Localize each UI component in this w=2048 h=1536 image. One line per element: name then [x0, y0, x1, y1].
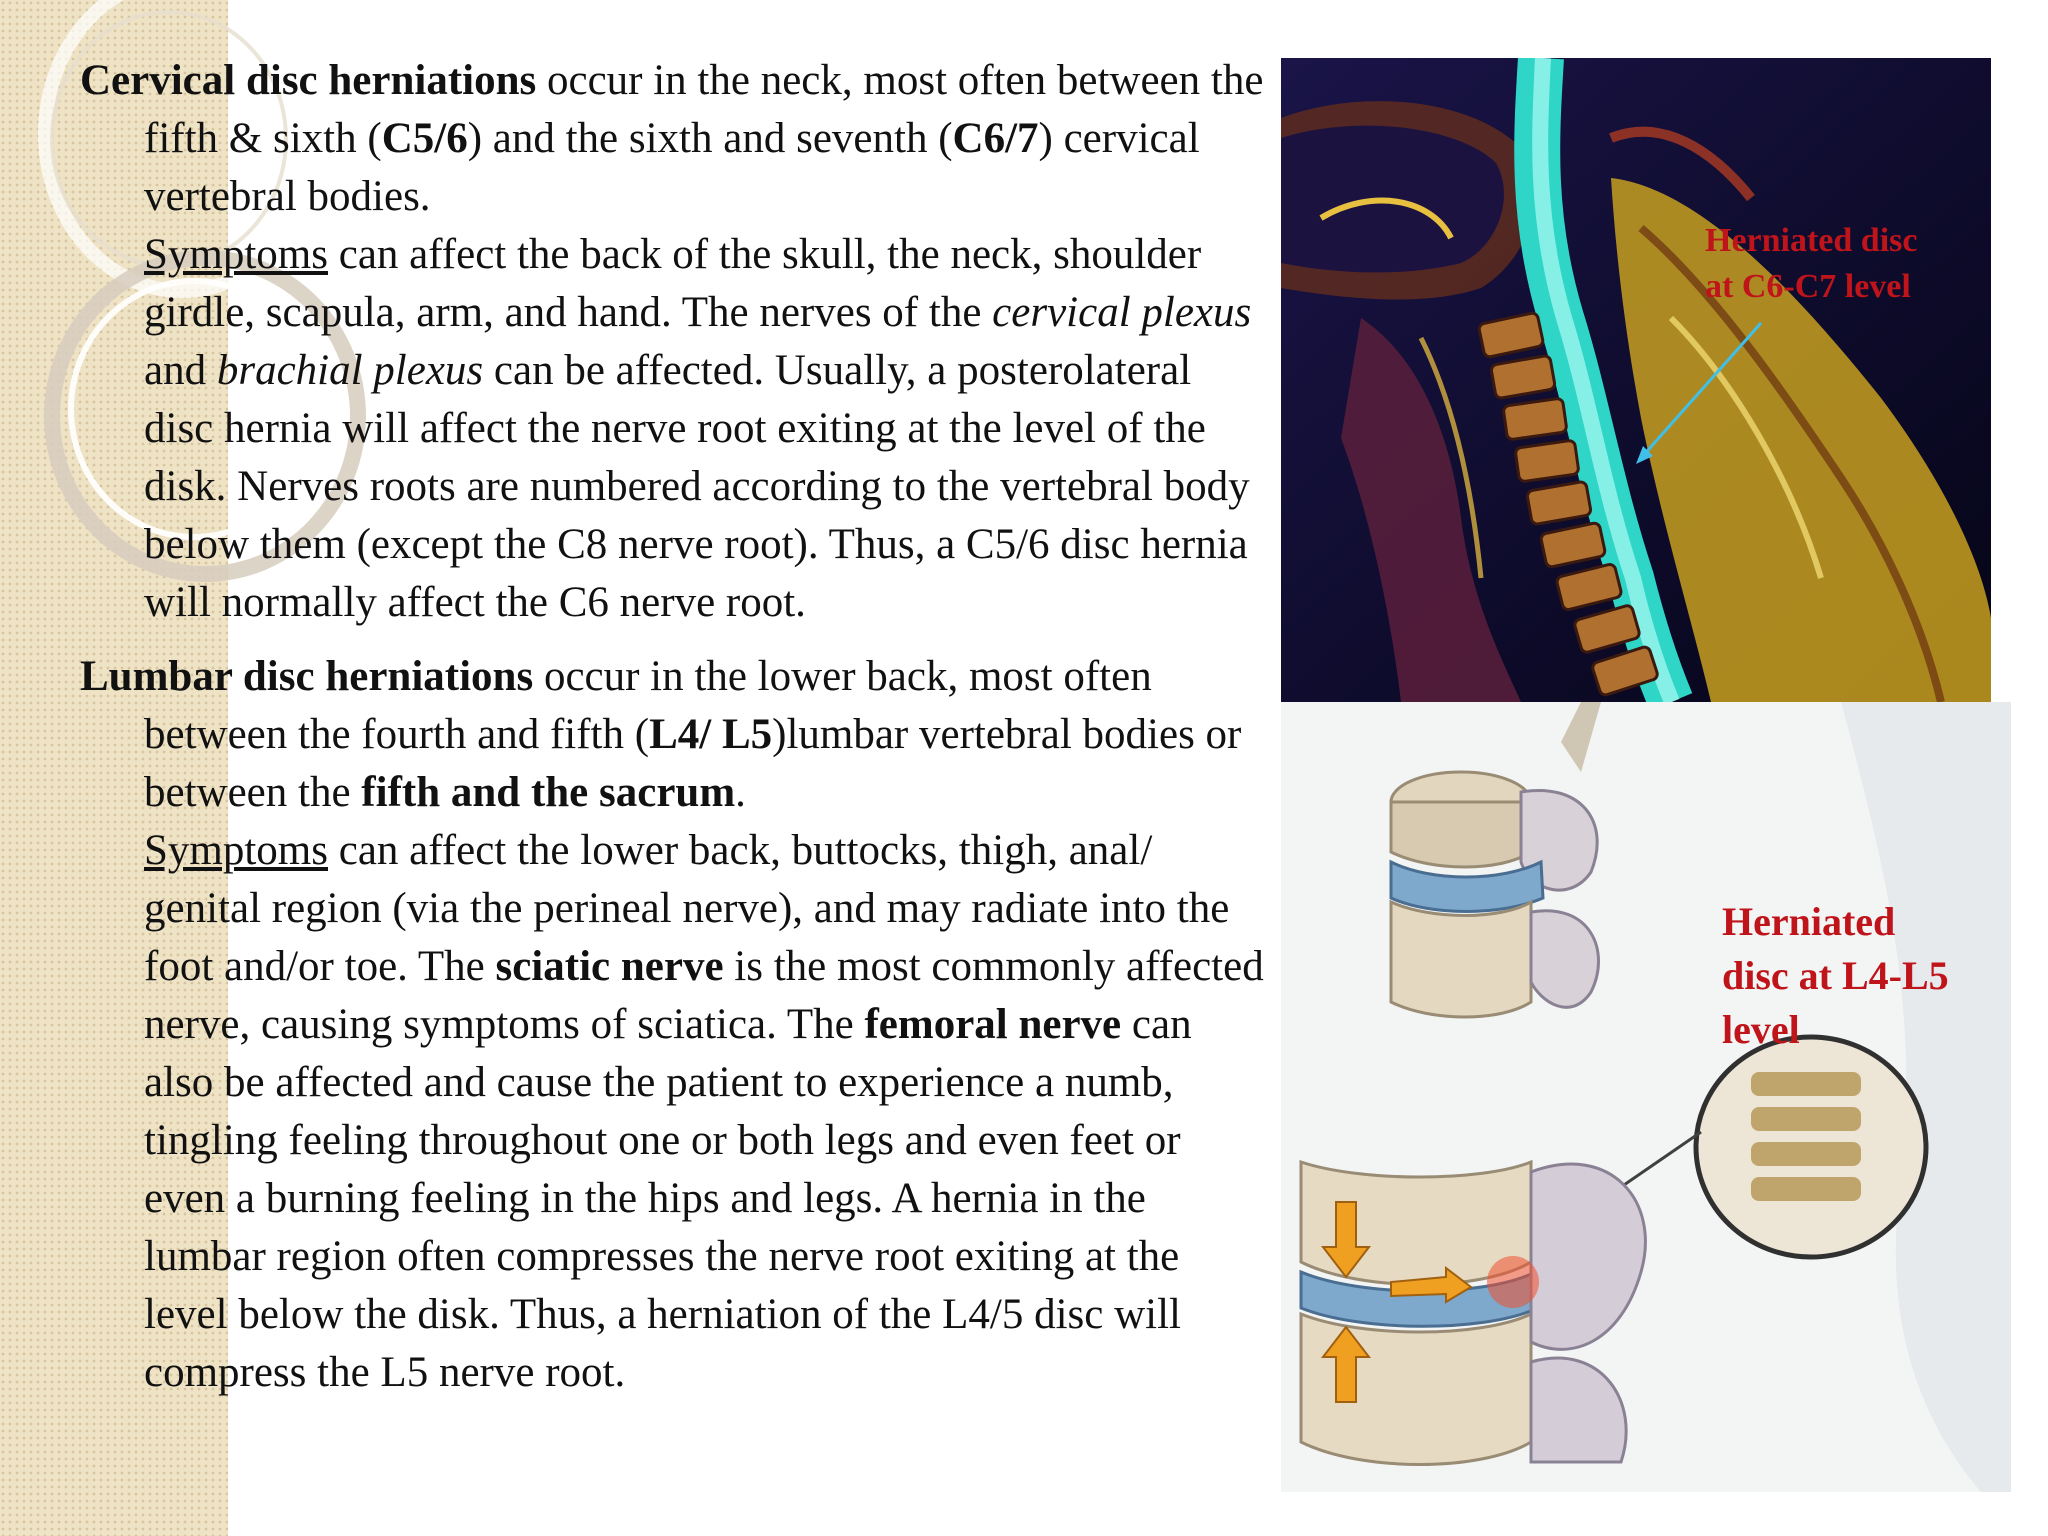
text-run: occur in the lower back, most often between the fourth and fifth (: [144, 653, 1152, 758]
lumbar-term: Lumbar disc herniations: [80, 653, 534, 700]
lumbar-paragraph: [80, 648, 1270, 1402]
cervical-mri-image: [1281, 58, 1991, 702]
slide-body-text: [80, 52, 1270, 1418]
text-run: can affect the lower back, buttocks, thigh, anal/ genital region (via the perineal nerve), and may radiate into the foot and/or toe. The: [144, 827, 1230, 990]
text-run: can be affected. Usually, a posterolateral disc hernia will affect the nerve root exiting at the level of the disk. Nerves roots are numbered according to the vertebral body below them (except the C8 nerve root). Thus, a C5/6 disc hernia will normally affect the C6 nerve root.: [144, 347, 1250, 626]
mri-drawing: [1281, 58, 1991, 702]
text-run: .: [735, 769, 746, 816]
cervical-plexus-term: cervical plexus: [992, 289, 1252, 336]
lumbar-spine-illustration: [1281, 702, 2011, 1492]
brachial-plexus-term: brachial plexus: [216, 347, 484, 394]
sciatic-nerve-term: sciatic nerve: [495, 943, 724, 990]
text-run: can also be affected and cause the patient to experience a numb, tingling feeling throughout one or both legs and even feet or even a burning feeling in the hips and legs. A hernia in the lumbar region often compresses the nerve root exiting at the level below the disk. Thus, a herniation of the L4/5 disc will compress the L5 nerve root.: [144, 1001, 1192, 1396]
text-run: ) and the sixth and seventh (: [467, 115, 953, 162]
femoral-nerve-term: femoral nerve: [864, 1001, 1122, 1048]
cervical-paragraph: [80, 52, 1270, 632]
herniation-highlight: [1487, 1256, 1539, 1308]
text-run: )lumbar vertebral bodies or between the: [144, 711, 1242, 816]
level-l45: L4/ L5: [649, 711, 773, 758]
mri-annotation-label: Herniated disc at C6-C7 level: [1705, 222, 1918, 305]
text-run: ) cervical vertebral bodies.: [144, 115, 1200, 220]
fifth-sacrum-term: fifth and the sacrum: [361, 769, 736, 816]
level-c67: C6/7: [952, 115, 1039, 162]
level-c56: C5/6: [381, 115, 468, 162]
vertebra-middle: [1391, 902, 1531, 1017]
vertebra: [1515, 440, 1579, 482]
spine-drawing: [1281, 702, 2011, 1492]
symptoms-heading: Symptoms: [144, 827, 328, 874]
text-run: occur in the neck, most often between the fifth & sixth (: [144, 57, 1264, 162]
cervical-term: Cervical disc herniations: [80, 57, 537, 104]
vertebra: [1503, 398, 1567, 440]
text-run: and: [144, 347, 217, 394]
symptoms-heading: Symptoms: [144, 231, 328, 278]
text-run: can affect the back of the skull, the neck, shoulder girdle, scapula, arm, and hand. The nerves of the: [144, 231, 1202, 336]
spine-annotation-label: Herniated disc at L4-L5 level: [1722, 899, 1949, 1052]
text-run: is the most commonly affected nerve, causing symptoms of sciatica. The: [144, 943, 1264, 1048]
